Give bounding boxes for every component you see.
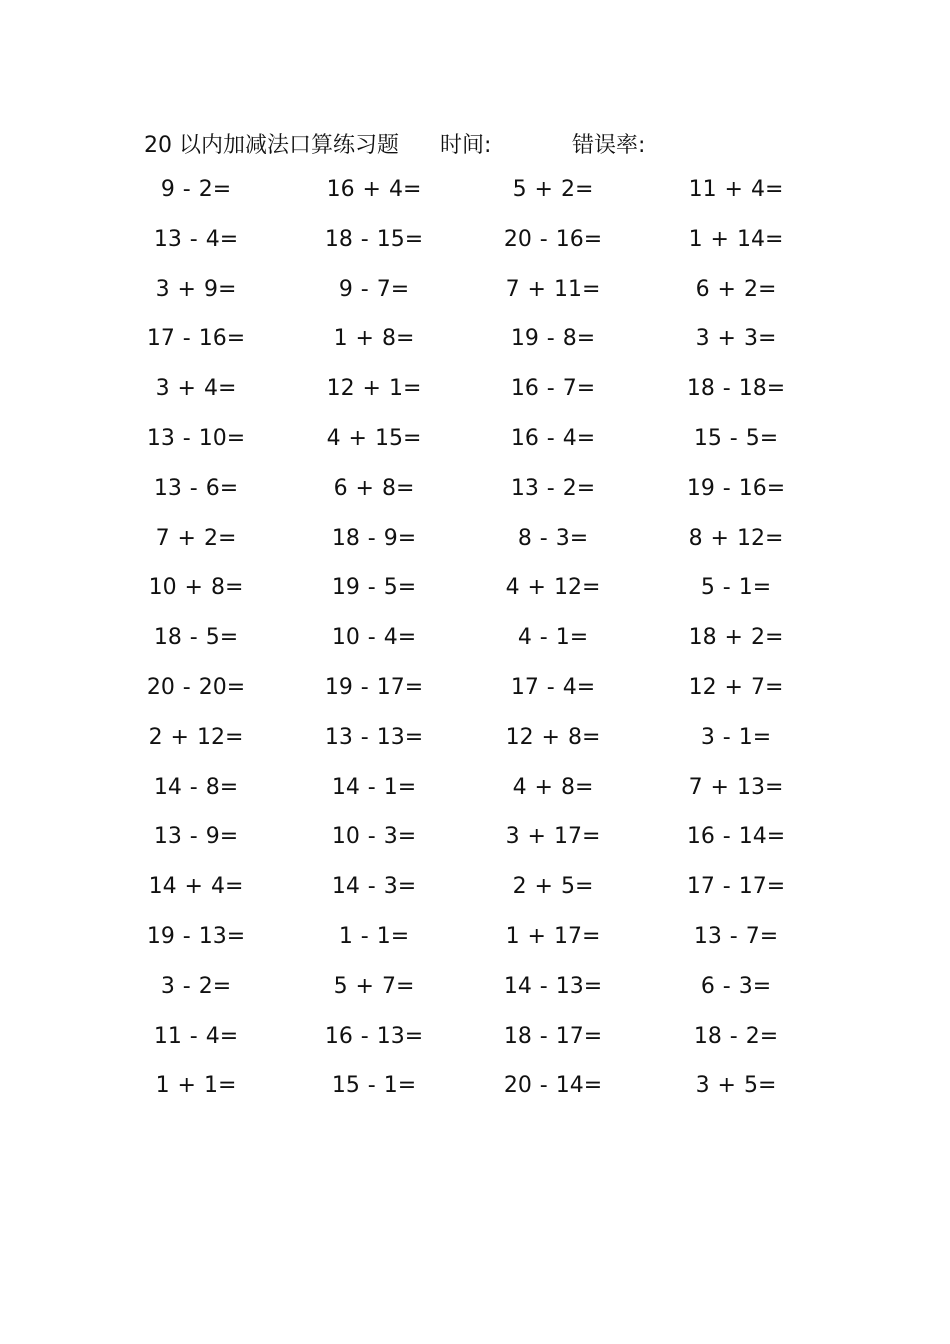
problem-item: 13 - 10= <box>146 425 246 451</box>
problem-row <box>0 614 950 664</box>
problem-item: 6 + 2= <box>695 276 777 302</box>
problem-item: 13 - 13= <box>324 724 424 750</box>
problem-row <box>0 315 950 365</box>
problem-item: 14 - 8= <box>153 774 239 800</box>
problem-row <box>0 166 950 216</box>
problem-row <box>0 415 950 465</box>
problem-item: 3 + 9= <box>155 276 237 302</box>
problem-row <box>0 813 950 863</box>
problem-item: 20 - 16= <box>503 226 603 252</box>
problem-item: 4 + 12= <box>505 575 601 601</box>
problem-item: 5 - 1= <box>700 575 772 601</box>
problem-item: 2 + 5= <box>512 874 594 900</box>
problem-row <box>0 216 950 266</box>
worksheet-title: 20 以内加减法口算练习题 <box>144 133 399 158</box>
problem-row <box>0 764 950 814</box>
problem-item: 9 - 7= <box>338 276 410 302</box>
problem-item: 4 - 1= <box>517 625 589 651</box>
problem-item: 18 - 18= <box>686 376 786 402</box>
problem-item: 11 - 4= <box>153 1023 239 1049</box>
problem-item: 5 + 2= <box>512 177 594 202</box>
problem-item: 3 - 1= <box>700 724 772 750</box>
problem-item: 8 + 12= <box>688 525 784 551</box>
problem-item: 14 - 13= <box>503 973 603 999</box>
problem-item: 8 - 3= <box>517 525 589 551</box>
problem-row <box>0 863 950 913</box>
problem-item: 10 - 3= <box>331 824 417 850</box>
problem-item: 16 + 4= <box>326 177 422 202</box>
problem-item: 17 - 16= <box>146 326 246 352</box>
problem-item: 10 + 8= <box>148 575 244 601</box>
problem-item: 20 - 14= <box>503 1073 603 1099</box>
problem-item: 19 - 13= <box>146 923 246 949</box>
problem-item: 19 - 8= <box>510 326 596 352</box>
problem-row <box>0 465 950 515</box>
problem-item: 16 - 7= <box>510 376 596 402</box>
problem-item: 13 - 4= <box>153 226 239 252</box>
problem-item: 16 - 13= <box>324 1023 424 1049</box>
problem-item: 1 - 1= <box>338 923 410 949</box>
problem-row <box>0 365 950 415</box>
problem-item: 19 - 5= <box>331 575 417 601</box>
problem-item: 14 - 3= <box>331 874 417 900</box>
problem-item: 3 - 2= <box>160 973 232 999</box>
problem-item: 18 - 2= <box>693 1023 779 1049</box>
problem-row <box>0 913 950 963</box>
problem-row <box>0 1062 950 1112</box>
problem-row <box>0 963 950 1013</box>
problem-item: 4 + 15= <box>326 425 422 451</box>
problem-item: 16 - 14= <box>686 824 786 850</box>
problem-item: 3 + 5= <box>695 1073 777 1099</box>
problem-item: 17 - 17= <box>686 874 786 900</box>
problem-item: 13 - 2= <box>510 475 596 501</box>
time-label: 时间: <box>440 133 492 158</box>
problem-item: 12 + 8= <box>505 724 601 750</box>
problem-item: 7 + 13= <box>688 774 784 800</box>
problem-row <box>0 714 950 764</box>
problem-item: 2 + 12= <box>148 724 244 750</box>
problem-item: 18 - 15= <box>324 226 424 252</box>
problem-row <box>0 664 950 714</box>
problem-item: 15 - 5= <box>693 425 779 451</box>
problem-item: 18 - 17= <box>503 1023 603 1049</box>
problem-item: 6 - 3= <box>700 973 772 999</box>
problem-grid <box>0 166 950 1112</box>
problem-item: 12 + 7= <box>688 674 784 700</box>
problem-item: 13 - 9= <box>153 824 239 850</box>
problem-item: 15 - 1= <box>331 1073 417 1099</box>
problem-item: 4 + 8= <box>512 774 594 800</box>
problem-item: 14 - 1= <box>331 774 417 800</box>
problem-item: 1 + 14= <box>688 226 784 252</box>
problem-item: 1 + 17= <box>505 923 601 949</box>
problem-item: 13 - 7= <box>693 923 779 949</box>
worksheet-header <box>0 122 950 162</box>
problem-item: 3 + 17= <box>505 824 601 850</box>
problem-item: 7 + 11= <box>505 276 601 302</box>
problem-row <box>0 564 950 614</box>
problem-item: 18 - 9= <box>331 525 417 551</box>
problem-item: 12 + 1= <box>326 376 422 402</box>
problem-item: 17 - 4= <box>510 674 596 700</box>
problem-item: 1 + 8= <box>333 326 415 352</box>
problem-row <box>0 515 950 565</box>
problem-item: 3 + 4= <box>155 376 237 402</box>
problem-item: 19 - 17= <box>324 674 424 700</box>
problem-item: 18 + 2= <box>688 625 784 651</box>
problem-item: 10 - 4= <box>331 625 417 651</box>
problem-item: 18 - 5= <box>153 625 239 651</box>
problem-item: 1 + 1= <box>155 1073 237 1099</box>
problem-row <box>0 1013 950 1063</box>
problem-item: 5 + 7= <box>333 973 415 999</box>
problem-item: 11 + 4= <box>688 177 784 202</box>
problem-row <box>0 266 950 316</box>
problem-item: 19 - 16= <box>686 475 786 501</box>
problem-item: 6 + 8= <box>333 475 415 501</box>
problem-item: 3 + 3= <box>695 326 777 352</box>
problem-item: 16 - 4= <box>510 425 596 451</box>
problem-item: 7 + 2= <box>155 525 237 551</box>
problem-item: 13 - 6= <box>153 475 239 501</box>
problem-item: 14 + 4= <box>148 874 244 900</box>
error-rate-label: 错误率: <box>572 133 646 158</box>
problem-item: 9 - 2= <box>160 177 232 202</box>
problem-item: 20 - 20= <box>146 674 246 700</box>
